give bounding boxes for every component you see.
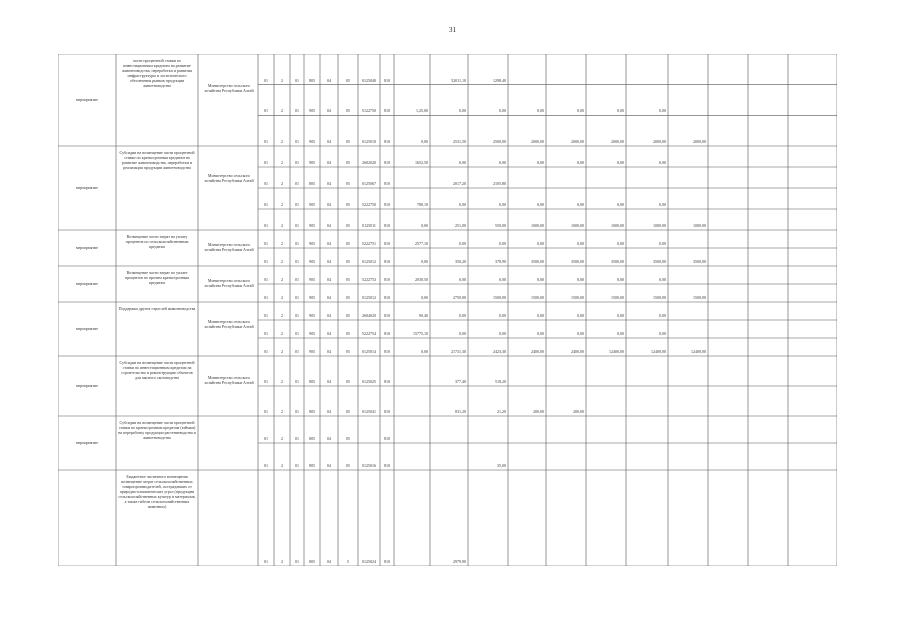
code-cell: 5 [347, 559, 349, 564]
value-cell: 0,00 [617, 160, 624, 165]
code-cell: 01 [264, 259, 268, 264]
code-cell: 01 [264, 349, 268, 354]
value-cell: 0,00 [499, 313, 506, 318]
code-cell: 810 [384, 409, 390, 414]
value-cell: 0,00 [459, 202, 466, 207]
row-executor: Министерство сельского хозяйства Республики Алтай [204, 241, 254, 252]
code-cell: 01 [264, 331, 268, 336]
code-cell: 805 [309, 181, 315, 186]
code-cell: 01 [295, 331, 299, 336]
value-cell: 0,00 [499, 277, 506, 282]
code-cell: 04 [327, 181, 331, 186]
code-cell: 2 [281, 108, 283, 114]
code-cell: 810 [384, 202, 390, 207]
value-cell: 200,00 [573, 409, 584, 414]
code-cell: 810 [384, 223, 390, 228]
code-cell: 01 [295, 559, 299, 564]
value-cell: 0,00 [617, 202, 624, 207]
code-cell: 810 [384, 379, 390, 384]
code-cell: 05 [346, 331, 350, 336]
code-cell: 905 [309, 241, 315, 246]
value-cell: 90,40 [419, 313, 428, 318]
code-cell: 05 [346, 223, 350, 228]
code-cell: 0125024 [362, 559, 376, 564]
code-cell: 05 [346, 241, 350, 246]
value-cell: 0,00 [459, 160, 466, 165]
code-cell: 01 [295, 77, 299, 83]
value-cell: 2000,00 [693, 139, 706, 144]
code-cell: 01 [264, 108, 268, 114]
value-cell: 1000,00 [693, 223, 706, 228]
code-cell: 0125041 [362, 409, 376, 414]
value-cell: 0,00 [577, 202, 584, 207]
code-cell: 04 [327, 313, 331, 318]
value-cell: 2000,00 [531, 139, 544, 144]
value-cell: 1500,00 [531, 295, 544, 300]
code-cell: 805 [309, 409, 315, 414]
value-cell: 1,25,00 [416, 108, 428, 114]
row-description: Субсидии на возмещение части процентной ставки по краткосрочным кредитам (займам) на переработку продукции растениеводства и животноводства [118, 420, 196, 440]
value-cell: 350,20 [455, 259, 466, 264]
value-cell: 0,00 [421, 295, 428, 300]
code-cell: 905 [309, 108, 315, 114]
code-cell: 04 [327, 349, 331, 354]
value-cell: 0,00 [617, 108, 624, 114]
code-cell: 810 [384, 277, 390, 282]
code-cell: 01 [295, 160, 299, 165]
code-cell: 905 [309, 202, 315, 207]
value-cell: 0,00 [659, 241, 666, 246]
value-cell: 0,00 [459, 108, 466, 114]
code-cell: 01 [295, 139, 299, 144]
value-cell: 1000,00 [531, 223, 544, 228]
code-cell: 01 [264, 277, 268, 282]
value-cell: 0,00 [421, 139, 428, 144]
code-cell: 2 [281, 259, 283, 264]
code-cell: 05 [346, 409, 350, 414]
code-cell: 805 [309, 559, 315, 564]
code-cell: 2 [281, 181, 283, 186]
code-cell: 05 [346, 181, 350, 186]
code-cell: 905 [309, 349, 315, 354]
code-cell: 905 [309, 313, 315, 318]
row-executor: Министерство сельского хозяйства Республики Алтай [204, 319, 254, 330]
code-cell: 01 [264, 463, 268, 468]
code-cell: 2602020 [362, 160, 376, 165]
value-cell: 377,40 [455, 379, 466, 384]
code-cell: 2 [281, 349, 283, 354]
value-cell: 0,00 [537, 331, 544, 336]
value-cell: 0,00 [659, 331, 666, 336]
code-cell: 01 [264, 77, 268, 83]
value-cell: 0,00 [617, 331, 624, 336]
code-cell: 2 [281, 202, 283, 207]
row-executor: Министерство сельского хозяйства Республики Алтай [204, 277, 254, 288]
value-cell: 0,00 [459, 277, 466, 282]
code-cell: 5222751 [362, 241, 376, 246]
value-cell: 0,00 [659, 277, 666, 282]
value-cell: 2979,90 [453, 559, 466, 564]
code-cell: 805 [309, 436, 315, 441]
code-cell: 05 [346, 277, 350, 282]
value-cell: 1500,00 [493, 295, 506, 300]
value-cell: 0,00 [421, 349, 428, 354]
code-cell: 04 [327, 436, 331, 441]
row-type: мероприятие [75, 97, 99, 102]
code-cell: 04 [327, 277, 331, 282]
value-cell: 0,00 [499, 160, 506, 165]
code-cell: 01 [264, 295, 268, 300]
row-executor: Министерство сельского хозяйства Республики Алтай [204, 172, 254, 183]
value-cell: 2000,00 [653, 139, 666, 144]
code-cell: 04 [327, 409, 331, 414]
code-cell: 04 [327, 241, 331, 246]
value-cell: 0,00 [537, 277, 544, 282]
code-cell: 905 [309, 223, 315, 228]
row-executor: Министерство сельского хозяйства Республики Алтай [204, 375, 254, 386]
code-cell: 01 [295, 379, 299, 384]
value-cell: 0,00 [577, 160, 584, 165]
value-cell: 0,00 [577, 241, 584, 246]
code-cell: 01 [264, 409, 268, 414]
code-cell: 810 [384, 77, 390, 83]
code-cell: 01 [264, 202, 268, 207]
row-type: мероприятие [75, 185, 99, 190]
code-cell: 805 [309, 463, 315, 468]
code-cell: 01 [264, 160, 268, 165]
value-cell: 0,00 [421, 259, 428, 264]
code-cell: 01 [264, 313, 268, 318]
code-cell: 04 [327, 259, 331, 264]
code-cell: 5222754 [362, 331, 376, 336]
value-cell: 0,00 [577, 108, 584, 114]
code-cell: 01 [295, 409, 299, 414]
row-type: мероприятие [75, 326, 99, 331]
code-cell: 905 [309, 295, 315, 300]
row-type: мероприятие [75, 281, 99, 286]
code-cell: 05 [346, 77, 350, 83]
value-cell: 378,90 [495, 259, 506, 264]
code-cell: 905 [309, 277, 315, 282]
code-cell: 810 [384, 463, 390, 468]
code-cell: 04 [327, 331, 331, 336]
code-cell: 5222750 [362, 202, 376, 207]
code-cell: 810 [384, 259, 390, 264]
value-cell: 3500,00 [571, 259, 584, 264]
code-cell: 05 [346, 295, 350, 300]
code-cell: 2 [281, 379, 283, 384]
value-cell: 2423,30 [493, 349, 506, 354]
code-cell: 01 [295, 436, 299, 441]
code-cell: 2 [281, 436, 283, 441]
code-cell: 805 [309, 77, 315, 83]
code-cell: 810 [384, 181, 390, 186]
code-cell: 2 [281, 77, 283, 83]
code-cell: 905 [309, 160, 315, 165]
value-cell: 2105,80 [493, 181, 506, 186]
value-cell: 2017,20 [453, 181, 466, 186]
code-cell: 05 [346, 202, 350, 207]
value-cell: 0,00 [659, 313, 666, 318]
value-cell: 12400,00 [691, 349, 706, 354]
code-cell: 2 [281, 139, 283, 144]
row-type: мероприятие [75, 440, 99, 445]
code-cell: 2604020 [362, 313, 376, 318]
value-cell: 2400,00 [571, 349, 584, 354]
code-cell: 5222753 [362, 277, 376, 282]
value-cell: 2577,10 [415, 241, 428, 246]
value-cell: 3500,00 [531, 259, 544, 264]
code-cell: 0125067 [362, 181, 376, 186]
code-cell: 905 [309, 259, 315, 264]
code-cell: 04 [327, 160, 331, 165]
code-cell: 2 [281, 241, 283, 246]
value-cell: 0,00 [499, 331, 506, 336]
code-cell: 05 [346, 259, 350, 264]
code-cell: 05 [346, 313, 350, 318]
value-cell: 0,00 [537, 313, 544, 318]
code-cell: 05 [346, 463, 350, 468]
value-cell: 0,00 [577, 331, 584, 336]
code-cell: 01 [264, 241, 268, 246]
value-cell: 2400,00 [531, 349, 544, 354]
row-description: Возмещение части затрат по уплате процентов по прочим краткосрочным кредитам [125, 270, 189, 285]
code-cell: 04 [327, 139, 331, 144]
value-cell: 0,00 [537, 108, 544, 114]
value-cell: 0,00 [421, 223, 428, 228]
code-cell: 01 [295, 277, 299, 282]
row-description: Бюджетное частичного возмещения возмещение затрат сельскохозяйственных товаропроизводителей, пострадавших от природно-климатических угроз (продукции сельскохозяйственных культур и материалов, а также гибели сельскохозяйственных животных) [118, 474, 196, 509]
code-cell: 05 [346, 139, 350, 144]
row-type: мероприятие [75, 245, 99, 250]
code-cell: 05 [346, 436, 350, 441]
value-cell: 0,00 [499, 241, 506, 246]
value-cell: 0,00 [499, 108, 506, 114]
code-cell: 01 [295, 108, 299, 114]
value-cell: 780,10 [417, 202, 428, 207]
code-cell: 01 [264, 379, 268, 384]
value-cell: 12400,00 [609, 349, 624, 354]
value-cell: 0,00 [659, 202, 666, 207]
value-cell: 2531,50 [453, 139, 466, 144]
value-cell: 2030,50 [415, 277, 428, 282]
value-cell: 2750,00 [453, 295, 466, 300]
row-description: Субсидии на возмещение части процентной ставки по краткосрочным кредитам на развитие животноводства, переработки и реализации продукции животноводства [119, 150, 195, 170]
value-cell: 15775,10 [413, 331, 428, 336]
value-cell: 0,00 [459, 331, 466, 336]
value-cell: 2500,00 [493, 139, 506, 144]
value-cell: 2000,00 [611, 139, 624, 144]
code-cell: 2 [281, 295, 283, 300]
row-description: части процентной ставки по инвестиционным кредитам на развитие животноводства, переработки и развития инфраструктуры и логистического обеспечения рынков продукции животноводства [121, 58, 193, 88]
value-cell: 52011,10 [451, 77, 466, 83]
value-cell: 200,00 [533, 409, 544, 414]
code-cell: 01 [295, 259, 299, 264]
value-cell: 3500,00 [653, 259, 666, 264]
value-cell: 21,20 [497, 409, 506, 414]
code-cell: 04 [327, 77, 331, 83]
code-cell: 810 [384, 241, 390, 246]
value-cell: 0,00 [577, 313, 584, 318]
code-cell: 01 [295, 295, 299, 300]
value-cell: 0,00 [659, 108, 666, 114]
value-cell: 0,00 [617, 241, 624, 246]
code-cell: 0125010 [362, 139, 376, 144]
value-cell: 550,00 [495, 223, 506, 228]
code-cell: 01 [264, 139, 268, 144]
code-cell: 810 [384, 108, 390, 114]
value-cell: 0,00 [499, 202, 506, 207]
code-cell: 810 [384, 559, 390, 564]
code-cell: 05 [346, 349, 350, 354]
value-cell: 35,00 [497, 463, 506, 468]
code-cell: 01 [295, 241, 299, 246]
code-cell: 05 [346, 379, 350, 384]
code-cell: 01 [264, 436, 268, 441]
code-cell: 2 [281, 223, 283, 228]
code-cell: 04 [327, 223, 331, 228]
row-type: мероприятие [75, 383, 99, 388]
value-cell: 1000,00 [653, 223, 666, 228]
value-cell: 1000,00 [611, 223, 624, 228]
page-number: 31 [449, 26, 456, 34]
code-cell: 810 [384, 139, 390, 144]
value-cell: 1298,40 [493, 77, 506, 83]
code-cell: 810 [384, 313, 390, 318]
value-cell: 3500,00 [611, 259, 624, 264]
code-cell: 04 [327, 202, 331, 207]
code-cell: 805 [309, 379, 315, 384]
code-cell: 01 [264, 223, 268, 228]
code-cell: 05 [346, 108, 350, 114]
row-description: Субсидии на возмещение части процентной ставки по инвестиционным кредитам на строительство и реконструкцию объектов для мясного скотоводства [119, 360, 195, 380]
code-cell: 04 [327, 379, 331, 384]
code-cell: 04 [327, 108, 331, 114]
code-cell: 01 [295, 202, 299, 207]
value-cell: 0,00 [537, 160, 544, 165]
row-description: Возмещение части затрат на уплату процентов по сельскохозяйственным кредитам [125, 234, 189, 249]
value-cell: 21731,30 [451, 349, 466, 354]
value-cell: 1500,00 [611, 295, 624, 300]
value-cell: 0,00 [617, 313, 624, 318]
code-cell: 905 [309, 331, 315, 336]
value-cell: 0,00 [459, 313, 466, 318]
code-cell: 0125012 [362, 295, 376, 300]
code-cell: 2 [281, 160, 283, 165]
code-cell: 04 [327, 463, 331, 468]
code-cell: 01 [295, 223, 299, 228]
code-cell: 810 [384, 295, 390, 300]
value-cell: 0,00 [537, 202, 544, 207]
value-cell: 12400,00 [651, 349, 666, 354]
code-cell: 01 [264, 181, 268, 186]
code-cell: 01 [295, 313, 299, 318]
value-cell: 1652,50 [415, 160, 428, 165]
code-cell: 810 [384, 436, 390, 441]
code-cell: 0125011 [362, 223, 376, 228]
value-cell: 1500,00 [653, 295, 666, 300]
value-cell: 0,00 [537, 241, 544, 246]
code-cell: 05 [346, 160, 350, 165]
code-cell: 2 [281, 559, 283, 564]
code-cell: 01 [264, 559, 268, 564]
value-cell: 518,20 [495, 379, 506, 384]
code-cell: 2 [281, 331, 283, 336]
value-cell: 1500,00 [571, 295, 584, 300]
value-cell: 1500,00 [693, 295, 706, 300]
code-cell: 0125040 [362, 77, 376, 83]
code-cell: 0125016 [362, 463, 376, 468]
value-cell: 0,00 [617, 277, 624, 282]
code-cell: 01 [295, 463, 299, 468]
code-cell: 04 [327, 559, 331, 564]
code-cell: 810 [384, 349, 390, 354]
code-cell: 2 [281, 409, 283, 414]
value-cell: 0,00 [459, 241, 466, 246]
value-cell: 3500,00 [693, 259, 706, 264]
code-cell: 5122750 [362, 108, 376, 114]
code-cell: 905 [309, 139, 315, 144]
code-cell: 0125025 [362, 379, 376, 384]
code-cell: 01 [295, 349, 299, 354]
row-executor: Министерство сельского хозяйства Республики Алтай [204, 83, 254, 94]
code-cell: 810 [384, 160, 390, 165]
value-cell: 831,20 [455, 409, 466, 414]
code-cell: 0125014 [362, 349, 376, 354]
code-cell: 2 [281, 277, 283, 282]
code-cell: 810 [384, 331, 390, 336]
value-cell: 0,00 [659, 160, 666, 165]
value-cell: 1000,00 [571, 223, 584, 228]
value-cell: 2000,00 [571, 139, 584, 144]
code-cell: 2 [281, 463, 283, 468]
value-cell: 251,00 [455, 223, 466, 228]
code-cell: 04 [327, 295, 331, 300]
value-cell: 0,00 [577, 277, 584, 282]
code-cell: 01 [295, 181, 299, 186]
code-cell: 2 [281, 313, 283, 318]
row-description: Поддержка других отраслей животноводства [118, 306, 196, 311]
code-cell: 0125012 [362, 259, 376, 264]
